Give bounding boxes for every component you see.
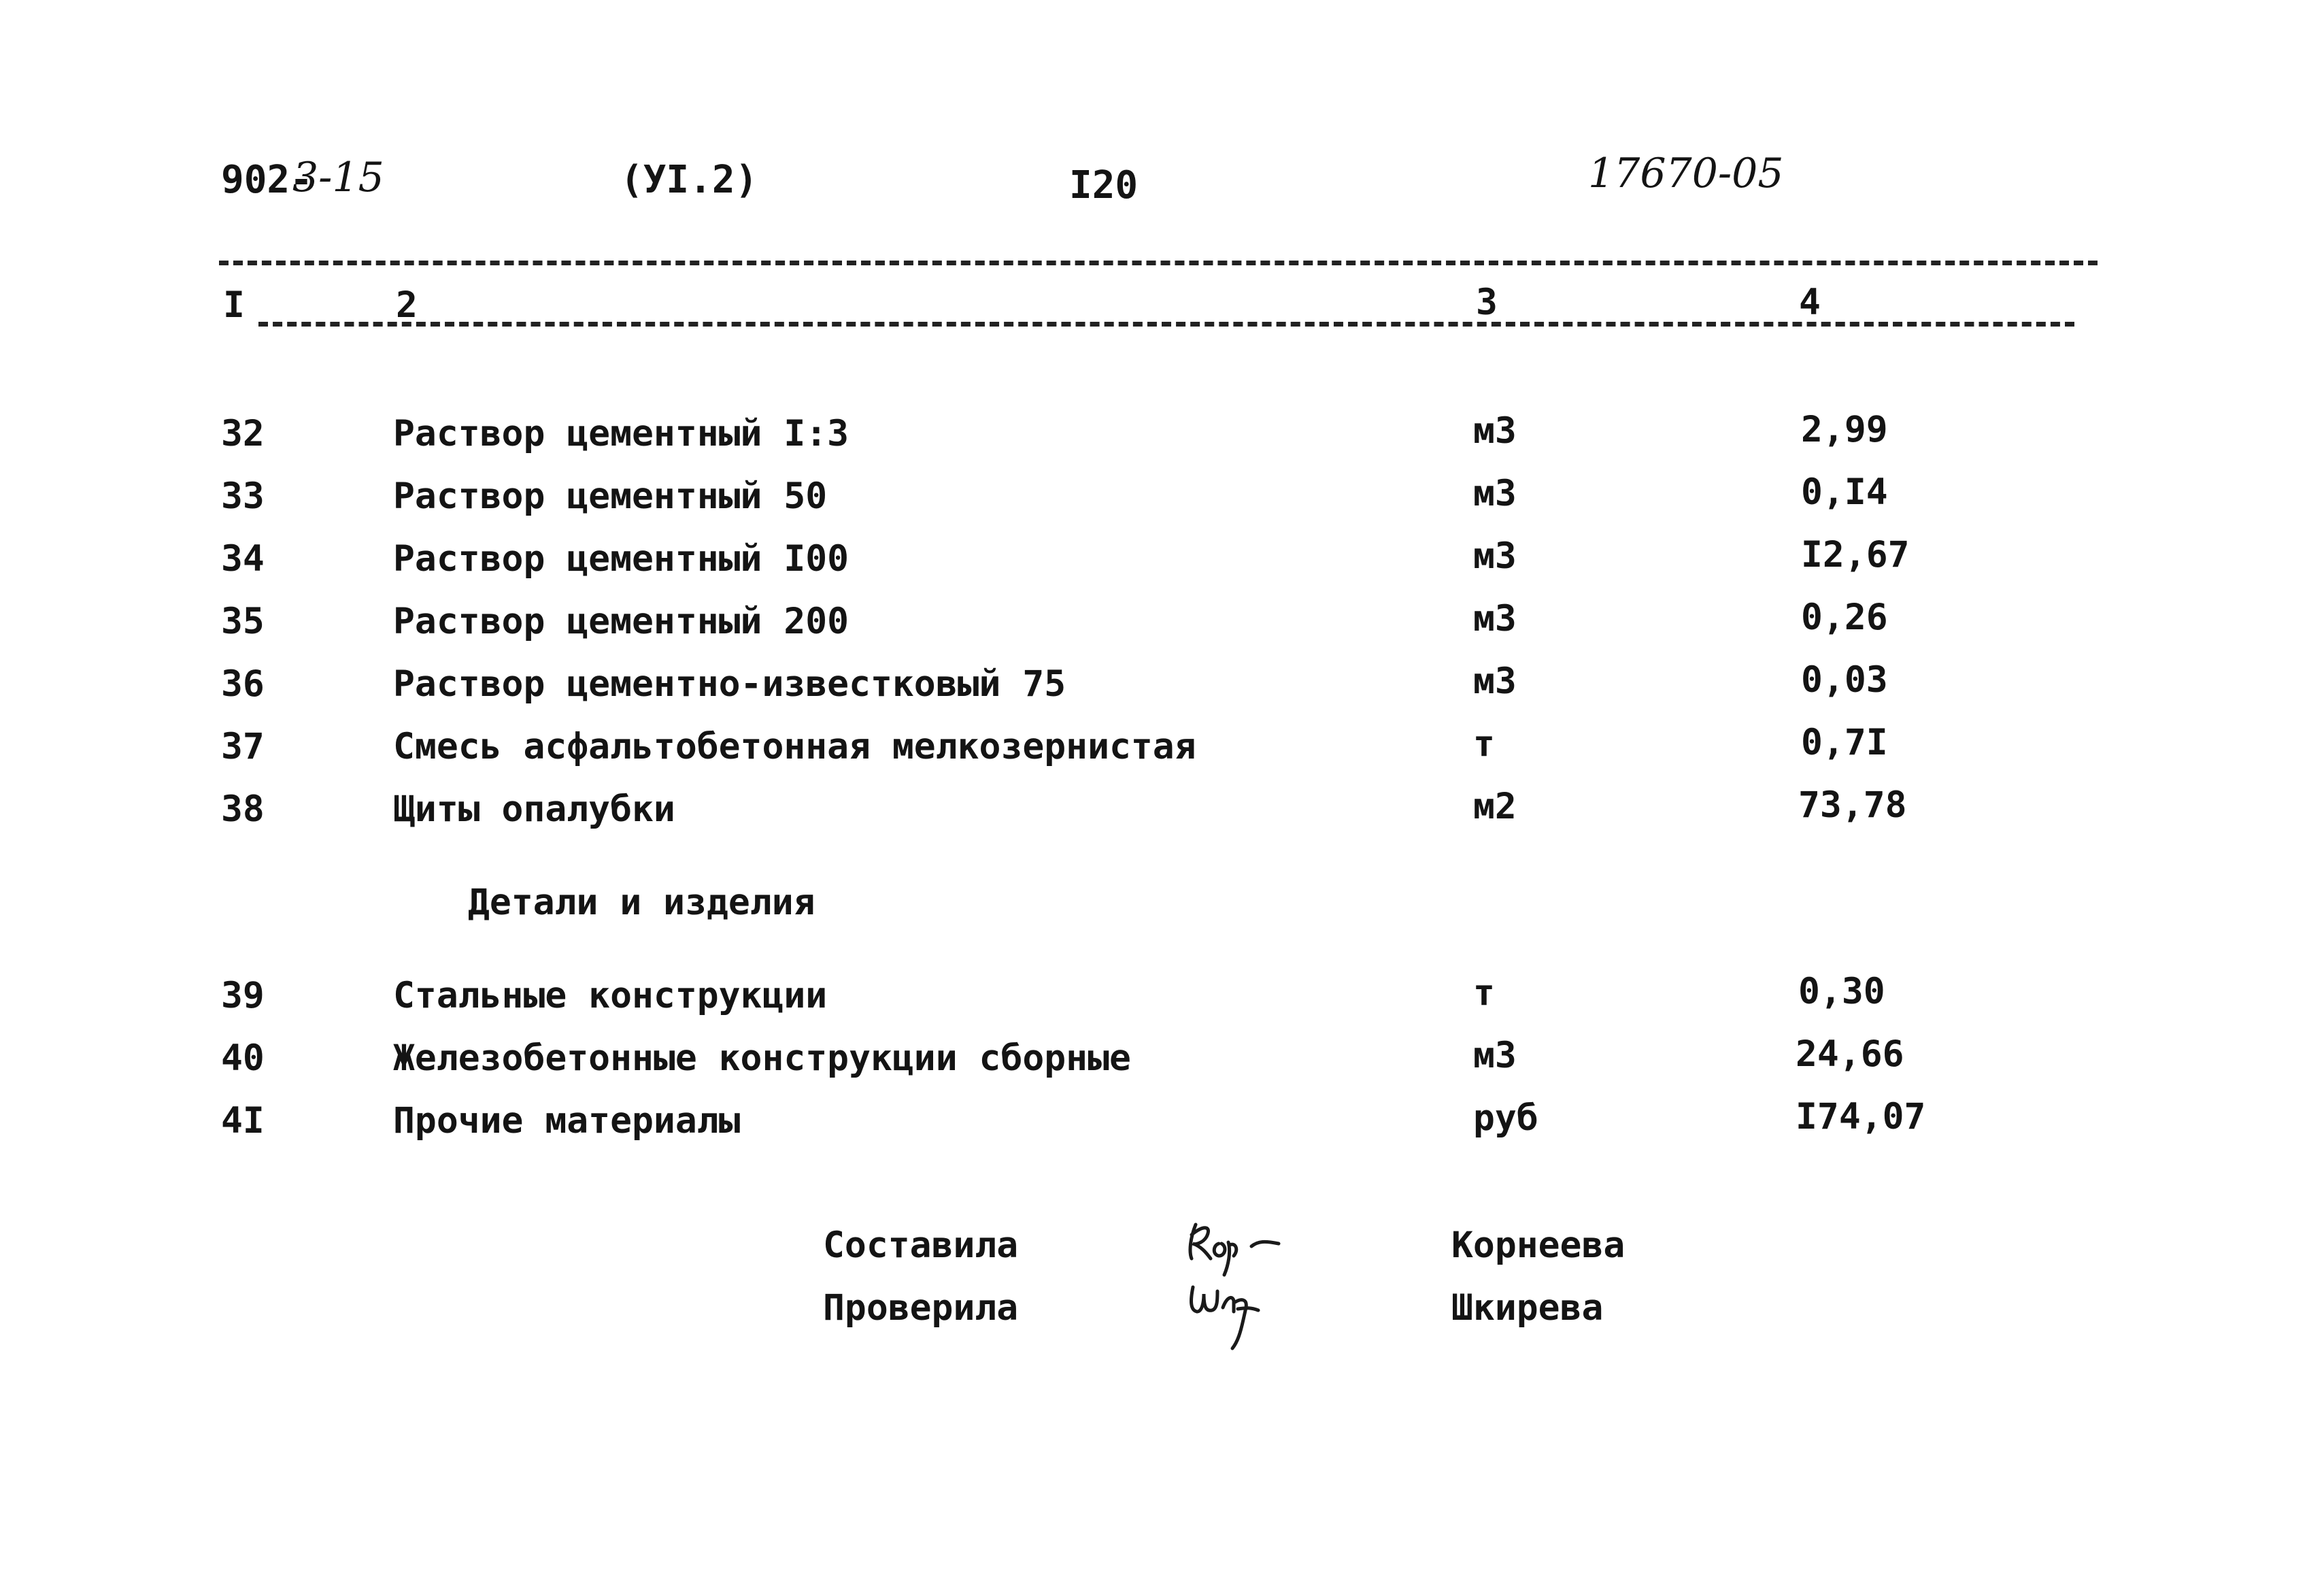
row-quantity: 0,03 [1801,659,1888,701]
project-code: 902- [221,158,313,202]
row-quantity: I2,67 [1801,534,1910,576]
row-unit: м3 [1473,535,1517,577]
row-name: Раствор цементный I00 [393,538,849,580]
row-name: Железобетонные конструкции сборные [393,1037,1131,1079]
row-number: 36 [221,663,265,705]
column-number-4: 4 [1799,282,1821,323]
row-unit: м3 [1473,473,1517,514]
row-quantity: 0,30 [1798,971,1885,1012]
row-unit: м3 [1473,598,1517,639]
column-number-3: 3 [1476,282,1498,323]
row-unit: руб [1473,1097,1538,1139]
row-quantity: 2,99 [1801,409,1888,450]
sheet-code-handwritten: 17670-05 [1588,150,1784,197]
row-name: Прочие материалы [393,1100,741,1142]
checked-by-name: Шкирева [1451,1287,1604,1329]
row-unit: т [1473,723,1495,765]
section-subheading: Детали и изделия [468,882,815,923]
row-quantity: 0,7I [1801,722,1888,763]
row-number: 32 [221,413,265,454]
compiled-by-label: Составила [823,1225,1019,1266]
table-top-rule [219,261,2098,265]
row-quantity: 24,66 [1796,1033,1904,1075]
page-number: I20 [1069,163,1139,207]
row-name: Раствор цементный 50 [393,476,828,517]
row-number: 35 [221,601,265,642]
column-number-1: I [223,284,245,326]
row-number: 38 [221,788,265,830]
row-name: Смесь асфальтобетонная мелкозернистая [393,726,1196,767]
row-name: Раствор цементный I:3 [393,413,849,454]
compiled-by-name: Корнеева [1451,1225,1626,1266]
row-name: Стальные конструкции [393,975,828,1016]
row-number: 40 [221,1037,265,1079]
section-label: (УI.2) [620,158,758,202]
checked-by-signature [1183,1267,1292,1355]
checked-by-label: Проверила [823,1287,1019,1329]
row-unit: м3 [1473,1035,1517,1076]
row-quantity: I74,07 [1796,1096,1926,1137]
row-name: Раствор цементно-известковый 75 [393,663,1066,705]
row-name: Раствор цементный 200 [393,601,849,642]
row-quantity: 0,I4 [1801,471,1888,513]
column-number-2: 2 [396,284,418,326]
row-number: 34 [221,538,265,580]
project-code-handwritten: 3-15 [292,154,384,201]
row-number: 4I [221,1100,265,1142]
row-number: 37 [221,726,265,767]
row-unit: т [1473,972,1495,1014]
row-quantity: 0,26 [1801,597,1888,638]
row-name: Щиты опалубки [393,788,675,830]
row-number: 33 [221,476,265,517]
row-quantity: 73,78 [1798,784,1907,826]
row-unit: м3 [1473,661,1517,702]
row-number: 39 [221,975,265,1016]
row-unit: м3 [1473,410,1517,452]
row-unit: м2 [1473,786,1517,827]
